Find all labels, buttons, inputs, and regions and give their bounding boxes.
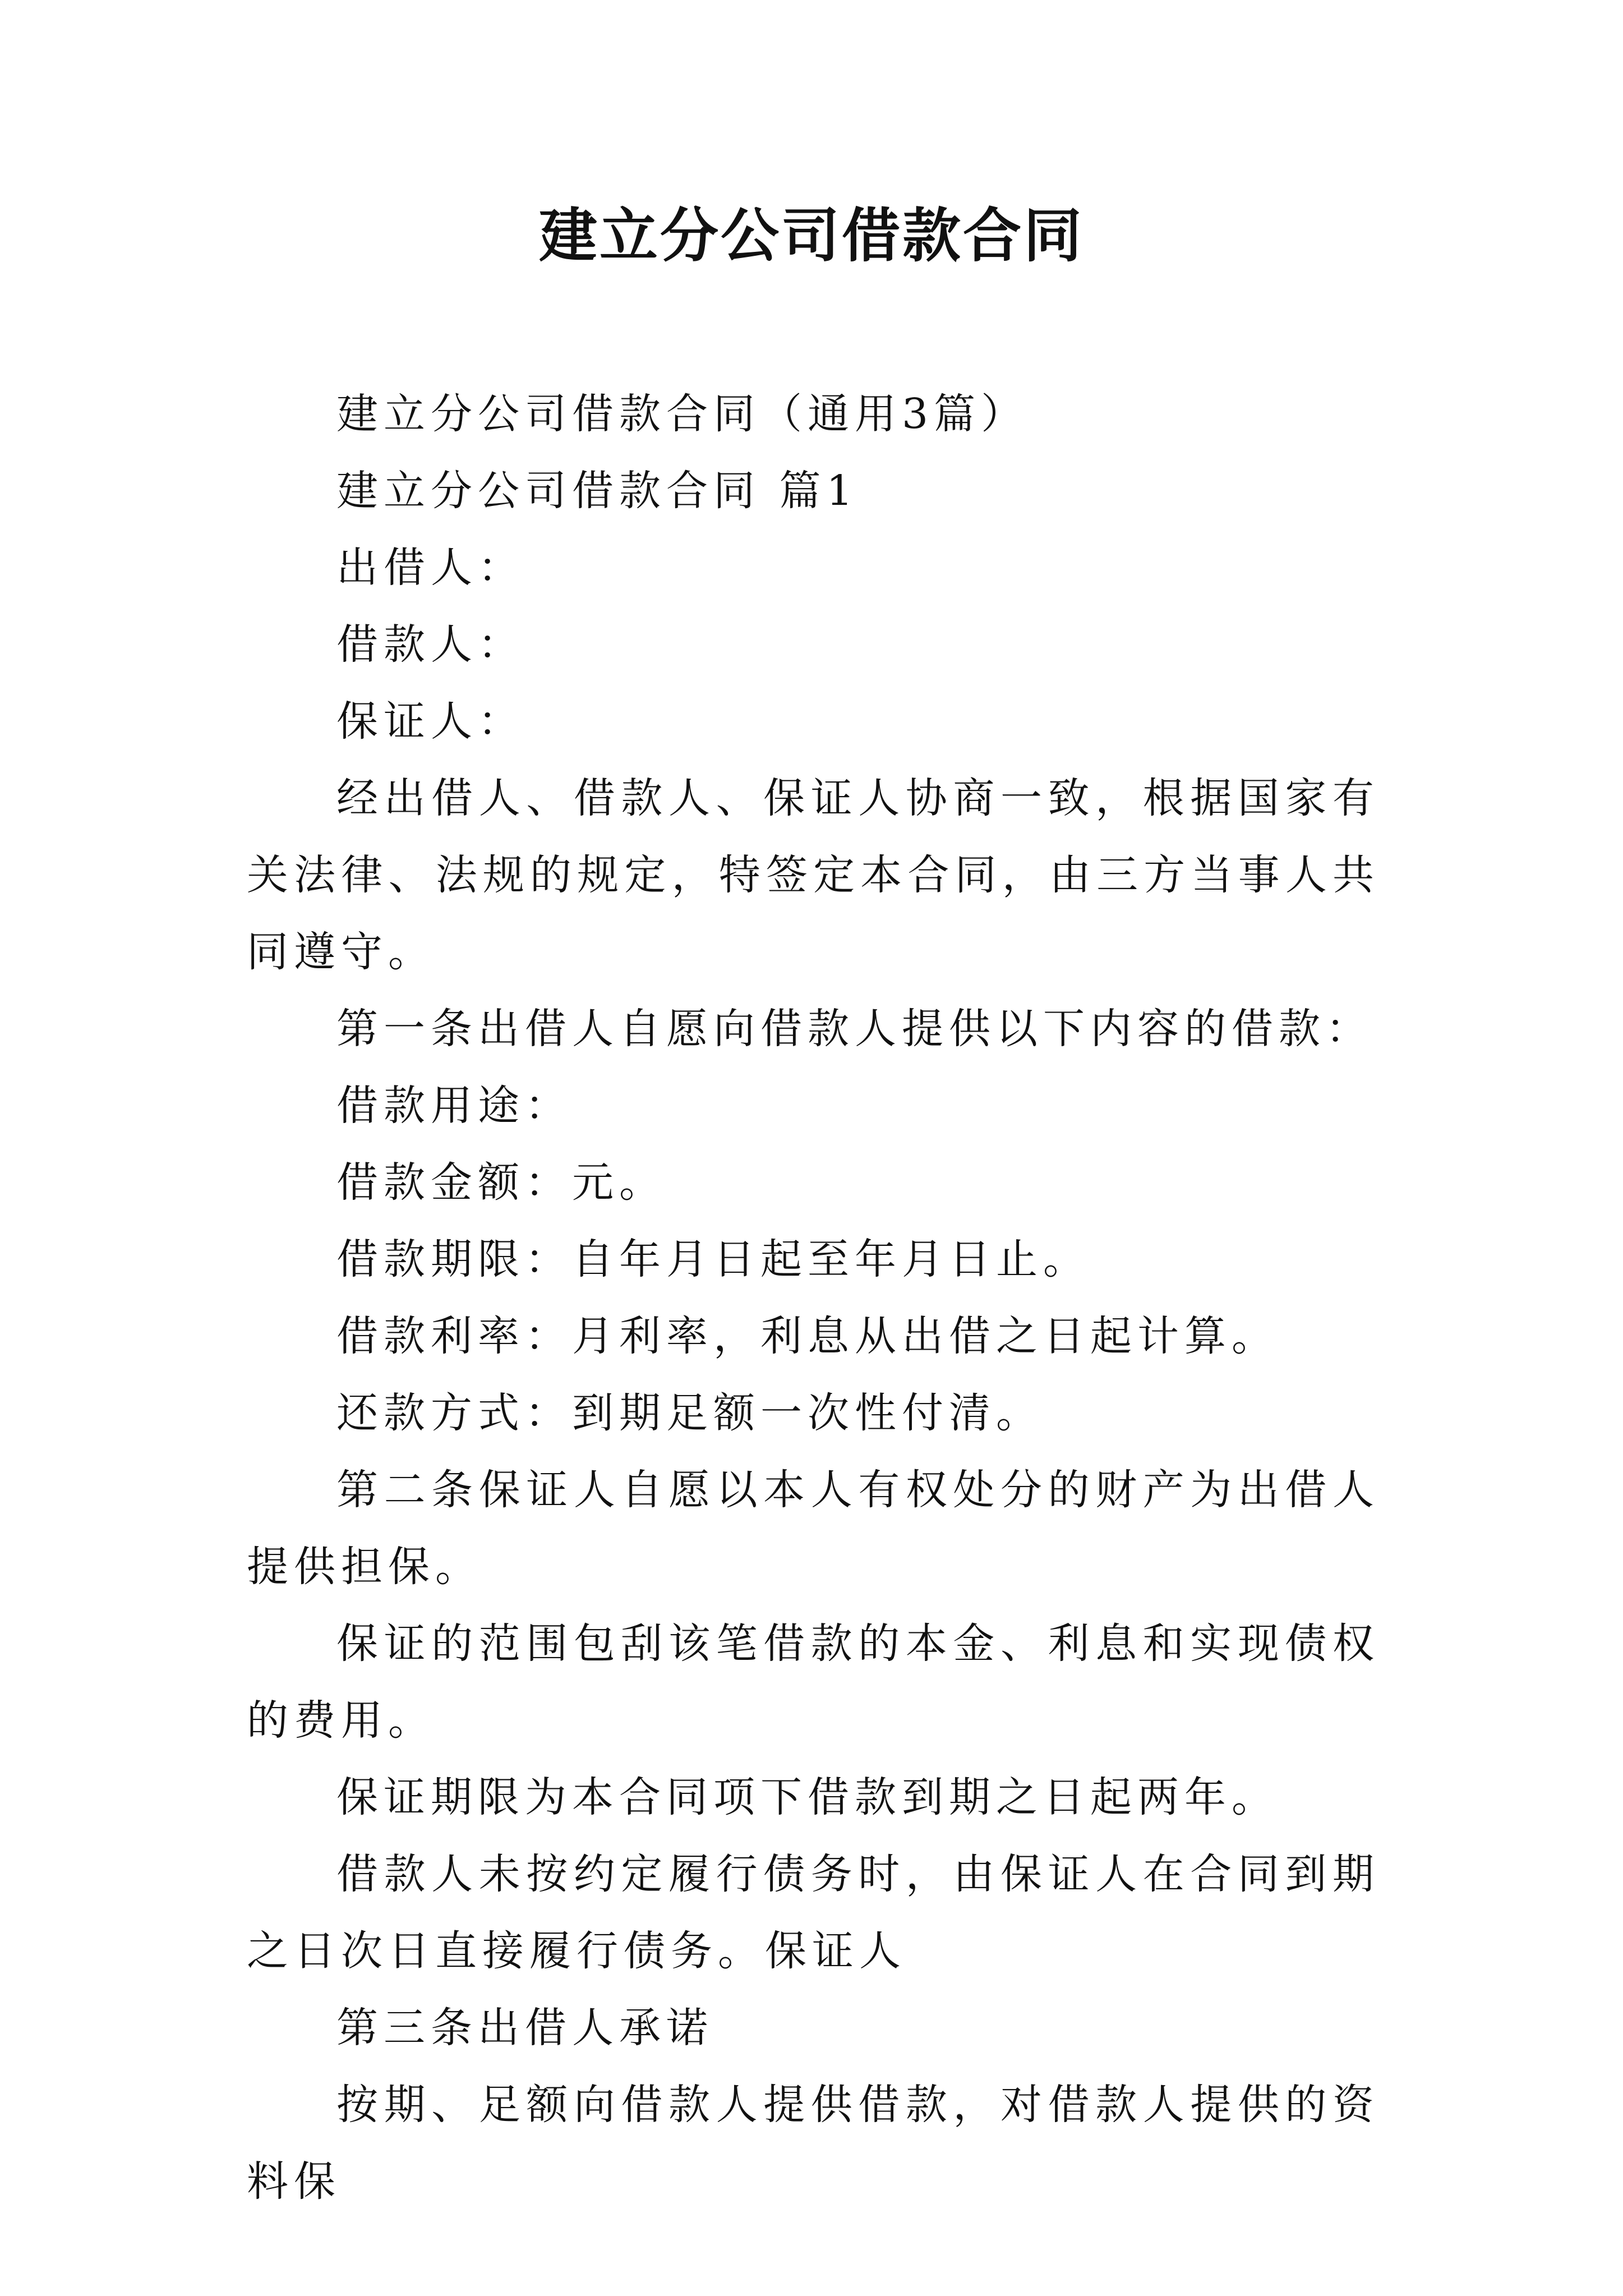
paragraph-loan-amount: 借款金额：元。 — [336, 1158, 666, 1207]
paragraph-repayment: 还款方式：到期足额一次性付清。 — [336, 1389, 1043, 1437]
paragraph-subtitle: 建立分公司借款合同（通用3篇） — [336, 390, 1029, 438]
paragraph-lender-commitment: 按期、足额向借款人提供借款，对借款人提供的资料保 — [247, 2081, 1380, 2206]
paragraph-section-heading: 建立分公司借款合同 篇1 — [336, 467, 859, 515]
paragraph-loan-purpose: 借款用途： — [336, 1082, 572, 1130]
paragraph-article-1: 第一条出借人自愿向借款人提供以下内容的借款： — [336, 1005, 1373, 1053]
paragraph-guarantor: 保证人： — [336, 697, 525, 746]
paragraph-guarantee-period: 保证期限为本合同项下借款到期之日起两年。 — [336, 1773, 1279, 1821]
paragraph-borrower: 借款人： — [336, 620, 525, 669]
paragraph-loan-rate: 借款利率：月利率，利息从出借之日起计算。 — [336, 1312, 1279, 1360]
paragraph-article-3: 第三条出借人承诺 — [336, 2004, 713, 2052]
document-body — [247, 376, 1380, 2220]
document-title: 建立分公司借款合同 — [538, 201, 1084, 270]
paragraph-lender: 出借人： — [336, 544, 525, 592]
paragraph-preamble: 经出借人、借款人、保证人协商一致，根据国家有关法律、法规的规定，特签定本合同，由三方当事人共同遵守。 — [247, 774, 1380, 976]
paragraph-article-2: 第二条保证人自愿以本人有权处分的财产为出借人提供担保。 — [247, 1466, 1380, 1591]
paragraph-guarantee-scope: 保证的范围包刮该笔借款的本金、利息和实现债权的费用。 — [247, 1619, 1380, 1745]
paragraph-loan-term: 借款期限：自年月日起至年月日止。 — [336, 1235, 1090, 1283]
paragraph-default-clause: 借款人未按约定履行债务时，由保证人在合同到期之日次日直接履行债务。保证人 — [247, 1850, 1380, 1975]
